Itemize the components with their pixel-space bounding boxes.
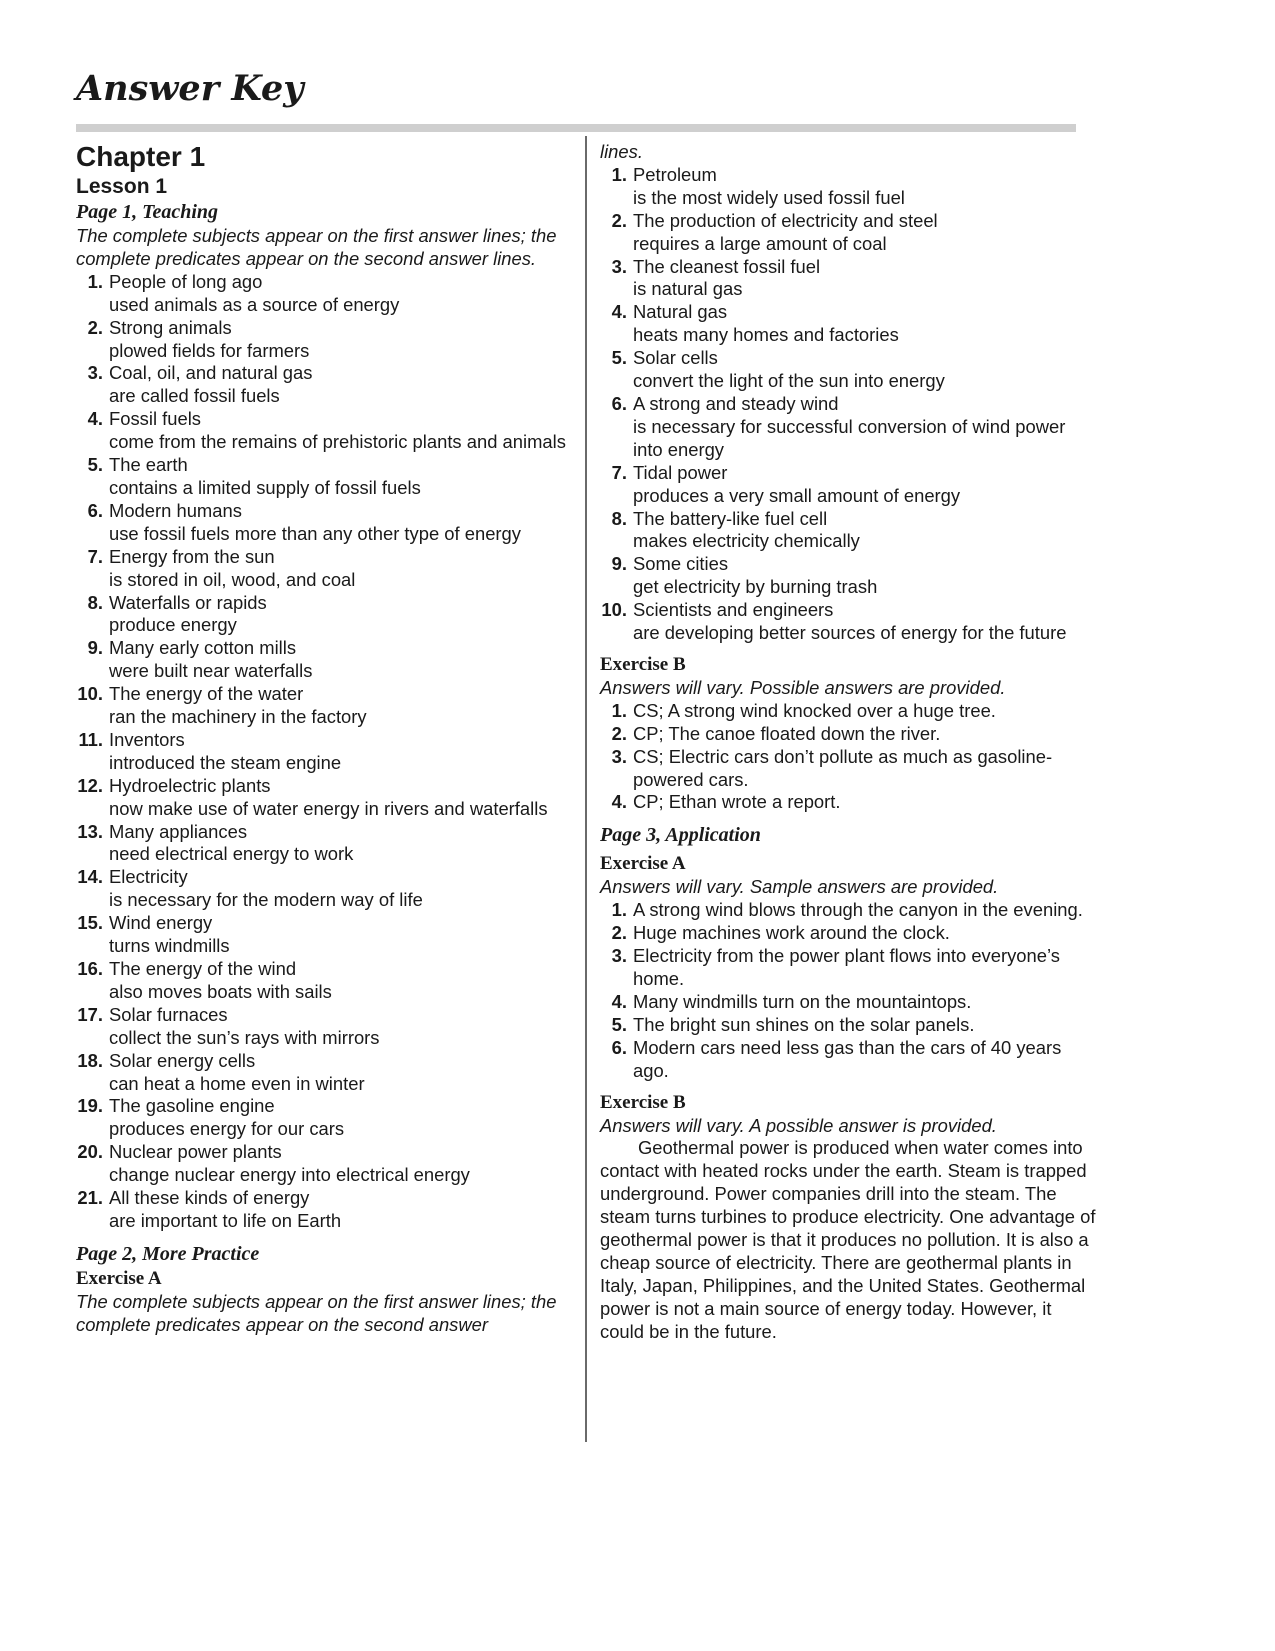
answer-number: 4. [611,301,627,323]
page1-answer-list [76,271,576,1233]
answer-number: 4. [87,408,103,430]
answer-text: Huge machines work around the clock. [633,922,950,944]
answer-predicate: is stored in oil, wood, and coal [109,568,356,590]
answer-item [600,347,1100,393]
answer-subject: Hydroelectric plants [109,774,271,796]
right-column [600,141,1100,1344]
answer-subject: Tidal power [633,461,728,483]
answer-number: 8. [87,591,103,613]
answer-predicate: now make use of water energy in rivers and waterfalls [109,797,548,819]
answer-item [76,592,576,638]
answer-predicate: change nuclear energy into electrical energy [109,1164,470,1186]
answer-subject: Waterfalls or rapids [109,591,267,613]
answer-item [600,462,1100,508]
answer-number: 13. [77,820,103,842]
answer-predicate: makes electricity chemically [633,530,860,552]
title-rule [76,124,1076,132]
answer-item [600,1014,1100,1037]
answer-text: Modern cars need less gas than the cars of 40 years ago. [633,1036,1062,1081]
answer-number: 21. [77,1187,103,1209]
answer-number: 7. [611,461,627,483]
answer-item [76,775,576,821]
answer-number: 1. [611,699,627,721]
answer-number: 9. [87,637,103,659]
answer-predicate: turns windmills [109,935,230,957]
answer-subject: The cleanest fossil fuel [633,255,821,277]
answer-item [600,945,1100,991]
answer-subject: Fossil fuels [109,408,201,430]
page1-heading: Page 1, Teaching [76,201,219,223]
answer-number: 6. [87,499,103,521]
answer-text: A strong wind blows through the canyon in the evening. [633,899,1083,921]
answer-number: 7. [87,545,103,567]
answer-number: 5. [611,347,627,369]
answer-item [76,1095,576,1141]
answer-item [600,599,1100,645]
answer-subject: Solar cells [633,347,718,369]
chapter-heading: Chapter 1 [76,141,206,172]
answer-item [76,1004,576,1050]
answer-predicate: plowed fields for farmers [109,339,310,361]
answer-item [76,500,576,546]
page3-exercise-a-list [600,899,1100,1082]
answer-number: 3. [87,362,103,384]
answer-text: Many windmills turn on the mountaintops. [633,990,972,1012]
answer-number: 14. [77,866,103,888]
answer-item [600,791,1100,814]
answer-number: 15. [77,912,103,934]
answer-subject: Some cities [633,553,729,575]
answer-number: 1. [611,899,627,921]
answer-item [600,922,1100,945]
page2-exercise-b-heading: Exercise B [600,653,686,675]
answer-number: 4. [611,791,627,813]
answer-item [600,553,1100,599]
answer-predicate: produces a very small amount of energy [633,484,961,506]
answer-subject: Electricity [109,866,188,888]
answer-number: 1. [87,270,103,292]
answer-number: 20. [77,1141,103,1163]
answer-item [76,454,576,500]
answer-number: 12. [77,774,103,796]
answer-subject: The production of electricity and steel [633,209,938,231]
answer-number: 6. [611,1036,627,1058]
answer-predicate: come from the remains of prehistoric plants and animals [109,431,566,453]
answer-number: 5. [87,454,103,476]
answer-number: 2. [611,922,627,944]
answer-item [76,821,576,867]
answer-predicate: produces energy for our cars [109,1118,345,1140]
answer-item [76,1050,576,1096]
answer-predicate: ran the machinery in the factory [109,706,367,728]
page2-exercise-a-note-continued: lines. [600,141,643,162]
lesson-heading: Lesson 1 [76,175,168,198]
answer-text: Electricity from the power plant flows into everyone’s home. [633,945,1060,989]
answer-text: CS; A strong wind knocked over a huge tree. [633,699,996,721]
answer-item [76,912,576,958]
answer-subject: A strong and steady wind [633,392,839,414]
column-divider [585,136,587,1442]
answer-item [600,700,1100,723]
answer-subject: Nuclear power plants [109,1141,282,1163]
answer-predicate: use fossil fuels more than any other type of energy [109,522,521,544]
answer-item [76,866,576,912]
answer-item [600,508,1100,554]
page-title: Answer Key [76,68,304,109]
answer-number: 3. [611,745,627,767]
answer-number: 11. [78,728,103,750]
answer-predicate: is necessary for successful conversion of wind power into energy [633,415,1066,460]
answer-subject: People of long ago [109,270,263,292]
answer-subject: Solar furnaces [109,1003,228,1025]
answer-item [76,729,576,775]
answer-item [76,317,576,363]
answer-item [600,210,1100,256]
answer-predicate: collect the sun’s rays with mirrors [109,1026,380,1048]
answer-number: 19. [77,1095,103,1117]
answer-predicate: produce energy [109,614,237,636]
answer-item [600,746,1100,792]
answer-item [76,637,576,683]
answer-predicate: contains a limited supply of fossil fuels [109,476,421,498]
answer-subject: Strong animals [109,316,232,338]
answer-subject: All these kinds of energy [109,1187,310,1209]
answer-item [600,164,1100,210]
answer-subject: Wind energy [109,912,213,934]
answer-number: 5. [611,1013,627,1035]
answer-predicate: requires a large amount of coal [633,232,887,254]
answer-number: 10. [601,599,627,621]
answer-text: CP; Ethan wrote a report. [633,791,841,813]
answer-predicate: used animals as a source of energy [109,293,400,315]
page3-exercise-a-heading: Exercise A [600,853,686,875]
answer-item [600,301,1100,347]
answer-item [600,899,1100,922]
answer-number: 10. [77,683,103,705]
answer-number: 2. [611,722,627,744]
answer-predicate: also moves boats with sails [109,980,332,1002]
answer-number: 6. [611,392,627,414]
answer-predicate: were built near waterfalls [109,660,313,682]
answer-item [76,683,576,729]
answer-subject: The gasoline engine [109,1095,275,1117]
answer-number: 3. [611,255,627,277]
answer-subject: Many appliances [109,820,248,842]
answer-predicate: is natural gas [633,278,743,300]
answer-item [600,256,1100,302]
page3-exercise-b-paragraph: Geothermal power is produced when water comes into contact with heated rocks under the earth. Steam is trapped underground. Power companies drill into the steam. The steam turns turbines to produce electricity. One advantage of geothermal power is that it produces no pollution. It is also a cheap source of electricity. There are geothermal plants in Italy, Japan, Philippines, and the United States. Geothermal power is not a main source of energy today. However, it could be in the future. [600,1137,1096,1342]
answer-subject: Modern humans [109,499,242,521]
answer-item [600,1037,1100,1083]
answer-predicate: are important to life on Earth [109,1209,342,1231]
answer-subject: The earth [109,454,188,476]
answer-subject: Energy from the sun [109,545,275,567]
answer-subject: Petroleum [633,163,717,185]
answer-subject: Solar energy cells [109,1049,256,1071]
answer-number: 17. [77,1003,103,1025]
answer-predicate: is the most widely used fossil fuel [633,186,905,208]
answer-item [76,271,576,317]
answer-predicate: can heat a home even in winter [109,1072,365,1094]
page2-exercise-b-list [600,700,1100,815]
answer-predicate: are developing better sources of energy for the future [633,622,1067,644]
answer-subject: Many early cotton mills [109,637,297,659]
answer-number: 16. [77,958,103,979]
answer-item [600,723,1100,746]
answer-subject: Scientists and engineers [633,599,834,621]
page3-exercise-b-note: Answers will vary. A possible answer is provided. [600,1114,997,1136]
answer-item [76,1187,576,1233]
answer-predicate: need electrical energy to work [109,843,354,865]
answer-text: CP; The canoe floated down the river. [633,722,941,744]
answer-number: 3. [611,945,627,967]
answer-number: 9. [611,553,627,575]
answer-predicate: is necessary for the modern way of life [109,889,423,911]
page3-heading: Page 3, Application [600,824,761,847]
page2-heading: Page 2, More Practice [76,1242,260,1265]
answer-number: 1. [611,163,627,185]
answer-item [76,408,576,454]
answer-number: 2. [87,316,103,338]
answer-subject: The battery-like fuel cell [633,507,828,529]
page1-note: The complete subjects appear on the first answer lines; the complete predicates appear on the second answer lines. [76,225,557,269]
answer-item [600,991,1100,1014]
answer-predicate: introduced the steam engine [109,751,342,773]
answer-number: 4. [611,990,627,1012]
answer-subject: Inventors [109,728,185,750]
answer-item [76,546,576,592]
answer-predicate: get electricity by burning trash [633,576,878,598]
answer-predicate: convert the light of the sun into energy [633,370,945,392]
page2-exercise-a-heading: Exercise A [76,1267,162,1289]
page2-exercise-a-note: The complete subjects appear on the first answer lines; the complete predicates appear on the second answer [76,1290,557,1335]
answer-subject: The energy of the water [109,683,304,705]
answer-subject: Coal, oil, and natural gas [109,362,313,384]
answer-predicate: are called fossil fuels [109,385,280,407]
answer-text: CS; Electric cars don’t pollute as much as gasoline-powered cars. [633,745,1053,790]
page2-exercise-a-list [600,164,1100,645]
page3-exercise-b-heading: Exercise B [600,1091,686,1113]
page3-exercise-a-note: Answers will vary. Sample answers are provided. [600,876,999,898]
answer-number: 2. [611,209,627,231]
page2-exercise-b-note: Answers will vary. Possible answers are provided. [600,676,1006,698]
answer-subject: Natural gas [633,301,728,323]
answer-item [600,393,1100,462]
answer-item [76,362,576,408]
answer-number: 18. [77,1049,103,1071]
left-column [76,138,576,1337]
answer-item [76,1141,576,1187]
answer-predicate: heats many homes and factories [633,324,899,346]
answer-subject: The energy of the wind [109,958,297,979]
answer-text: The bright sun shines on the solar panels. [633,1013,975,1035]
answer-item [76,958,576,1004]
answer-number: 8. [611,507,627,529]
